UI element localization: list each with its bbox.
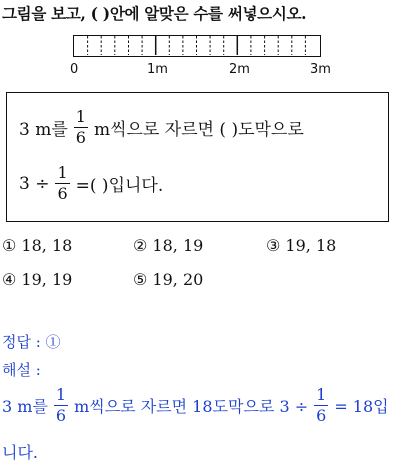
ruler-label-3m: 3m: [310, 62, 331, 77]
answer-label: 정답 : ①: [2, 333, 61, 351]
fraction-one-sixth: [314, 387, 328, 424]
option-4[interactable]: ④ 19, 19: [2, 270, 73, 289]
fraction-numerator: 1: [75, 107, 86, 126]
ruler-label-0: 0: [70, 62, 79, 77]
fraction-numerator: 1: [316, 385, 327, 404]
option-1[interactable]: ① 18, 18: [2, 236, 73, 255]
box-line-2-suffix: =( )입니다.: [75, 176, 164, 196]
explanation-middle: m씩으로 자르면 18도막으로 3 ÷: [74, 397, 309, 416]
question-box: [6, 92, 389, 222]
fraction-one-sixth: [74, 109, 88, 146]
box-line-1: [19, 109, 304, 146]
option-3[interactable]: ③ 19, 18: [266, 236, 337, 255]
fraction-one-sixth: [54, 387, 68, 424]
fraction-numerator: 1: [55, 385, 67, 404]
fraction-denominator: 6: [75, 128, 86, 147]
explanation-prefix: 3 m를: [2, 397, 48, 416]
ruler-figure: [73, 35, 321, 57]
ruler-label-1m: 1m: [147, 62, 168, 77]
box-line-1-suffix: m씩으로 자르면 ( )도막으로: [93, 120, 304, 140]
ruler-ticks: [74, 36, 319, 55]
fraction-denominator: 6: [55, 406, 67, 425]
option-2[interactable]: ② 18, 19: [133, 236, 204, 255]
question-text: 그림을 보고, ( )안에 알맞은 수를 써넣으시오.: [2, 4, 307, 23]
explanation-line-1: [2, 387, 389, 424]
explanation-line-2: 니다.: [2, 443, 38, 462]
fraction-one-sixth: [55, 165, 69, 202]
explanation-label: 해설 :: [2, 361, 41, 379]
explanation-suffix: = 18입: [334, 397, 389, 416]
fraction-denominator: 6: [316, 406, 327, 425]
fraction-numerator: 1: [57, 163, 68, 182]
box-line-2-prefix: 3 ÷: [19, 173, 50, 194]
box-line-2: [19, 165, 163, 202]
ruler-label-2m: 2m: [229, 62, 250, 77]
fraction-denominator: 6: [57, 184, 68, 203]
box-line-1-prefix: 3 m를: [19, 120, 68, 140]
option-5[interactable]: ⑤ 19, 20: [133, 270, 204, 289]
